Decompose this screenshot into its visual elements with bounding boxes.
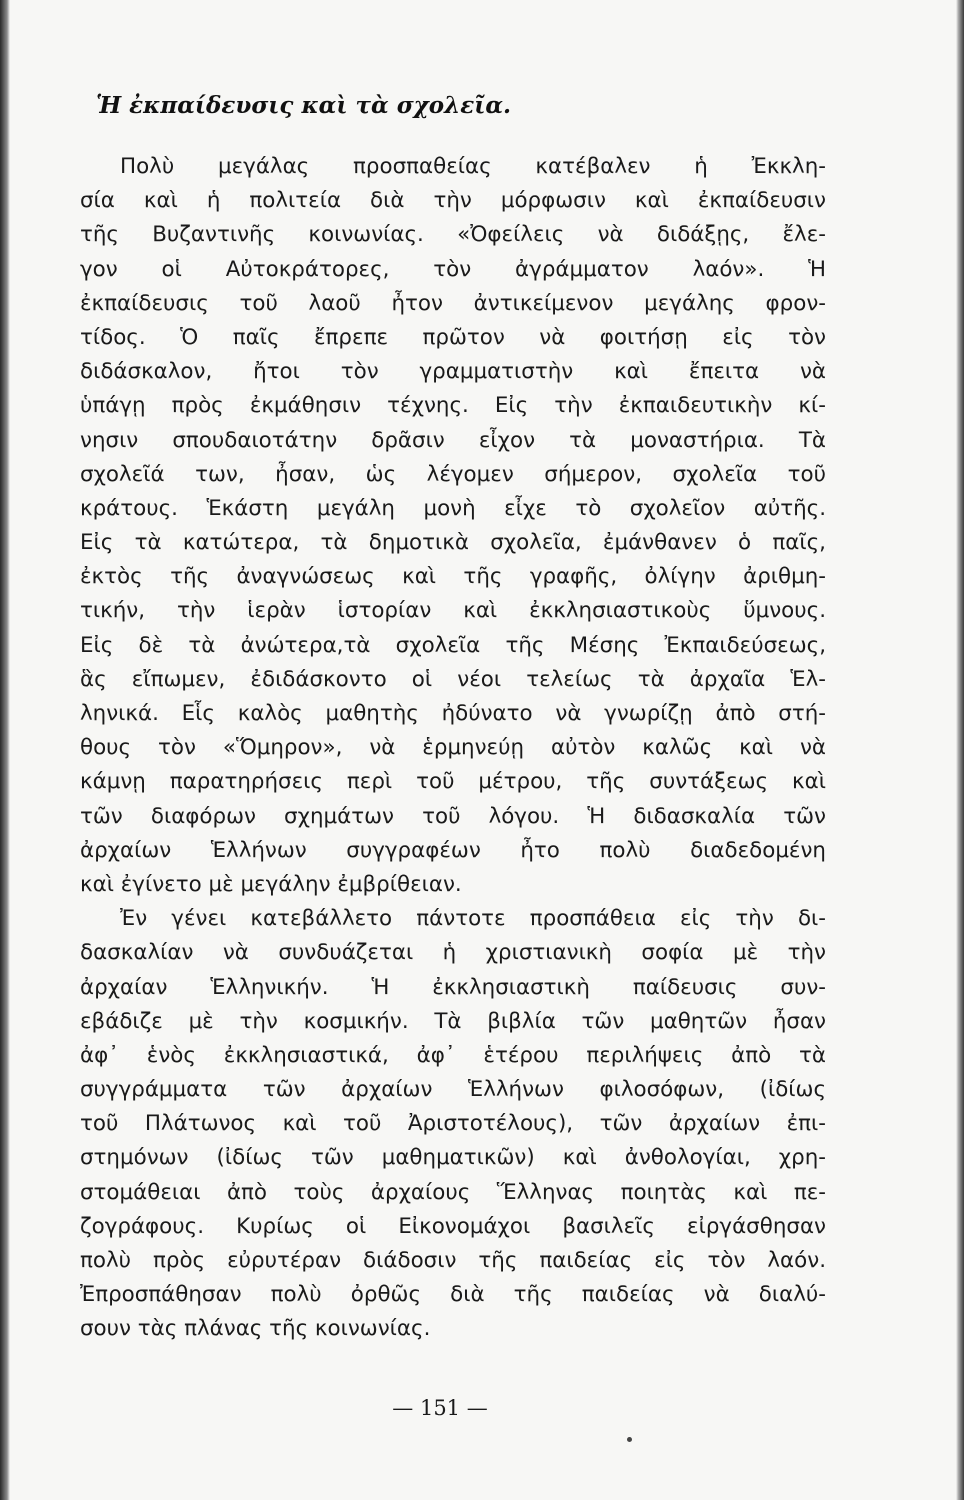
text-line: τῶν διαφόρων σχημάτων τοῦ λόγου. Ἡ διδασκαλία τῶν: [80, 803, 826, 829]
text-line: σχολεῖά των, ἦσαν, ὡς λέγομεν σήμερον, σχολεῖα τοῦ: [80, 461, 826, 487]
text-line: γον οἱ Αὐτοκράτορες, τὸν ἀγράμματον λαόν». Ἡ: [80, 256, 826, 282]
text-line: ζογράφους. Κυρίως οἱ Εἰκονομάχοι βασιλεῖς εἰργάσθησαν: [80, 1213, 826, 1239]
text-line: θους τὸν «Ὅμηρον», νὰ ἑρμηνεύῃ αὐτὸν καλῶς καὶ νὰ: [80, 735, 826, 761]
text-line: σία καὶ ἡ πολιτεία διὰ τὴν μόρφωσιν καὶ ἐκπαίδευσιν: [80, 188, 826, 214]
text-line: Εἰς τὰ κατώτερα, τὰ δημοτικὰ σχολεῖα, ἐμάνθανεν ὁ παῖς,: [80, 530, 826, 556]
text-line: συγγράμματα τῶν ἀρχαίων Ἑλλήνων φιλοσόφων, (ἰδίως: [80, 1077, 826, 1103]
text-line: ἃς εἴπωμεν, ἐδιδάσκοντο οἱ νέοι τελείως τὰ ἀρχαῖα Ἑλ-: [80, 666, 826, 692]
text-line: ἐκπαίδευσις τοῦ λαοῦ ἦτον ἀντικείμενον μεγάλης φρον-: [80, 290, 826, 316]
section-heading: Ἡ ἐκπαίδευσις καὶ τὰ σχολεῖα.: [96, 92, 512, 119]
text-line: στημόνων (ἰδίως τῶν μαθηματικῶν) καὶ ἀνθολογίαι, χρη-: [80, 1145, 826, 1171]
scan-edge-left: [0, 0, 10, 1500]
paragraph: [80, 902, 826, 1346]
text-line: κάμνῃ παρατηρήσεις περὶ τοῦ μέτρου, τῆς συντάξεως καὶ: [80, 769, 826, 795]
page-number: — 151 —: [392, 1396, 488, 1420]
text-line: διδάσκαλον, ἤτοι τὸν γραμματιστὴν καὶ ἔπειτα νὰ: [80, 359, 826, 385]
text-line: Εἰς δὲ τὰ ἀνώτερα,τὰ σχολεῖα τῆς Μέσης Ἐκπαιδεύσεως,: [80, 632, 826, 658]
text-line: ἐκτὸς τῆς ἀναγνώσεως καὶ τῆς γραφῆς, ὀλίγην ἀριθμη-: [80, 564, 826, 590]
text-line: ἀρχαίαν Ἑλληνικήν. Ἡ ἐκκλησιαστικὴ παίδευσις συν-: [80, 974, 826, 1000]
text-line: τικήν, τὴν ἱερὰν ἱστορίαν καὶ ἐκκλησιαστικοὺς ὕμνους.: [80, 598, 826, 624]
text-line: κράτους. Ἑκάστη μεγάλη μονὴ εἶχε τὸ σχολεῖον αὐτῆς.: [80, 495, 826, 521]
text-line: δασκαλίαν νὰ συνδυάζεται ἡ χριστιανικὴ σοφία μὲ τὴν: [80, 940, 826, 966]
text-line: στομάθειαι ἀπὸ τοὺς ἀρχαίους Ἕλληνας ποιητὰς καὶ πε-: [80, 1179, 826, 1205]
text-line: ληνικά. Εἷς καλὸς μαθητὴς ἠδύνατο νὰ γνωρίζῃ ἀπὸ στή-: [80, 701, 826, 726]
text-line: τῆς Βυζαντινῆς κοινωνίας. «Ὀφείλεις νὰ διδάξῃς, ἔλε-: [80, 222, 826, 248]
text-line: σουν τὰς πλάνας τῆς κοινωνίας.: [80, 1316, 431, 1342]
text-line: τοῦ Πλάτωνος καὶ τοῦ Ἀριστοτέλους), τῶν ἀρχαίων ἐπι-: [80, 1111, 826, 1137]
ink-speck: [627, 1437, 632, 1442]
text-line: ἀφ᾽ ἑνὸς ἐκκλησιαστικά, ἀφ᾽ ἑτέρου περιλήψεις ἀπὸ τὰ: [80, 1042, 826, 1068]
body-text: [80, 150, 826, 1347]
text-line: καὶ ἐγίνετο μὲ μεγάλην ἐμβρίθειαν.: [80, 871, 462, 897]
text-line: Ἐν γένει κατεβάλλετο πάντοτε προσπάθεια εἰς τὴν δι-: [120, 906, 826, 932]
text-line: Πολὺ μεγάλας προσπαθείας κατέβαλεν ἡ Ἐκκλη-: [120, 154, 826, 179]
text-line: νησιν σπουδαιοτάτην δρᾶσιν εἶχον τὰ μοναστήρια. Τὰ: [80, 427, 826, 453]
text-line: τίδος. Ὁ παῖς ἔπρεπε πρῶτον νὰ φοιτήσῃ εἰς τὸν: [80, 324, 826, 350]
paragraph: [80, 150, 826, 902]
text-line: ὑπάγῃ πρὸς ἐκμάθησιν τέχνης. Εἰς τὴν ἐκπαιδευτικὴν κί-: [80, 393, 826, 419]
scan-edge-right: [956, 0, 964, 1500]
text-line: Ἐπροσπάθησαν πολὺ ὀρθῶς διὰ τῆς παιδείας νὰ διαλύ-: [80, 1282, 826, 1308]
text-line: ἀρχαίων Ἑλλήνων συγγραφέων ἦτο πολὺ διαδεδομένη: [80, 837, 826, 863]
text-line: πολὺ πρὸς εὐρυτέραν διάδοσιν τῆς παιδείας εἰς τὸν λαόν.: [80, 1248, 826, 1273]
text-line: εβάδιζε μὲ τὴν κοσμικήν. Τὰ βιβλία τῶν μαθητῶν ἦσαν: [80, 1008, 826, 1034]
